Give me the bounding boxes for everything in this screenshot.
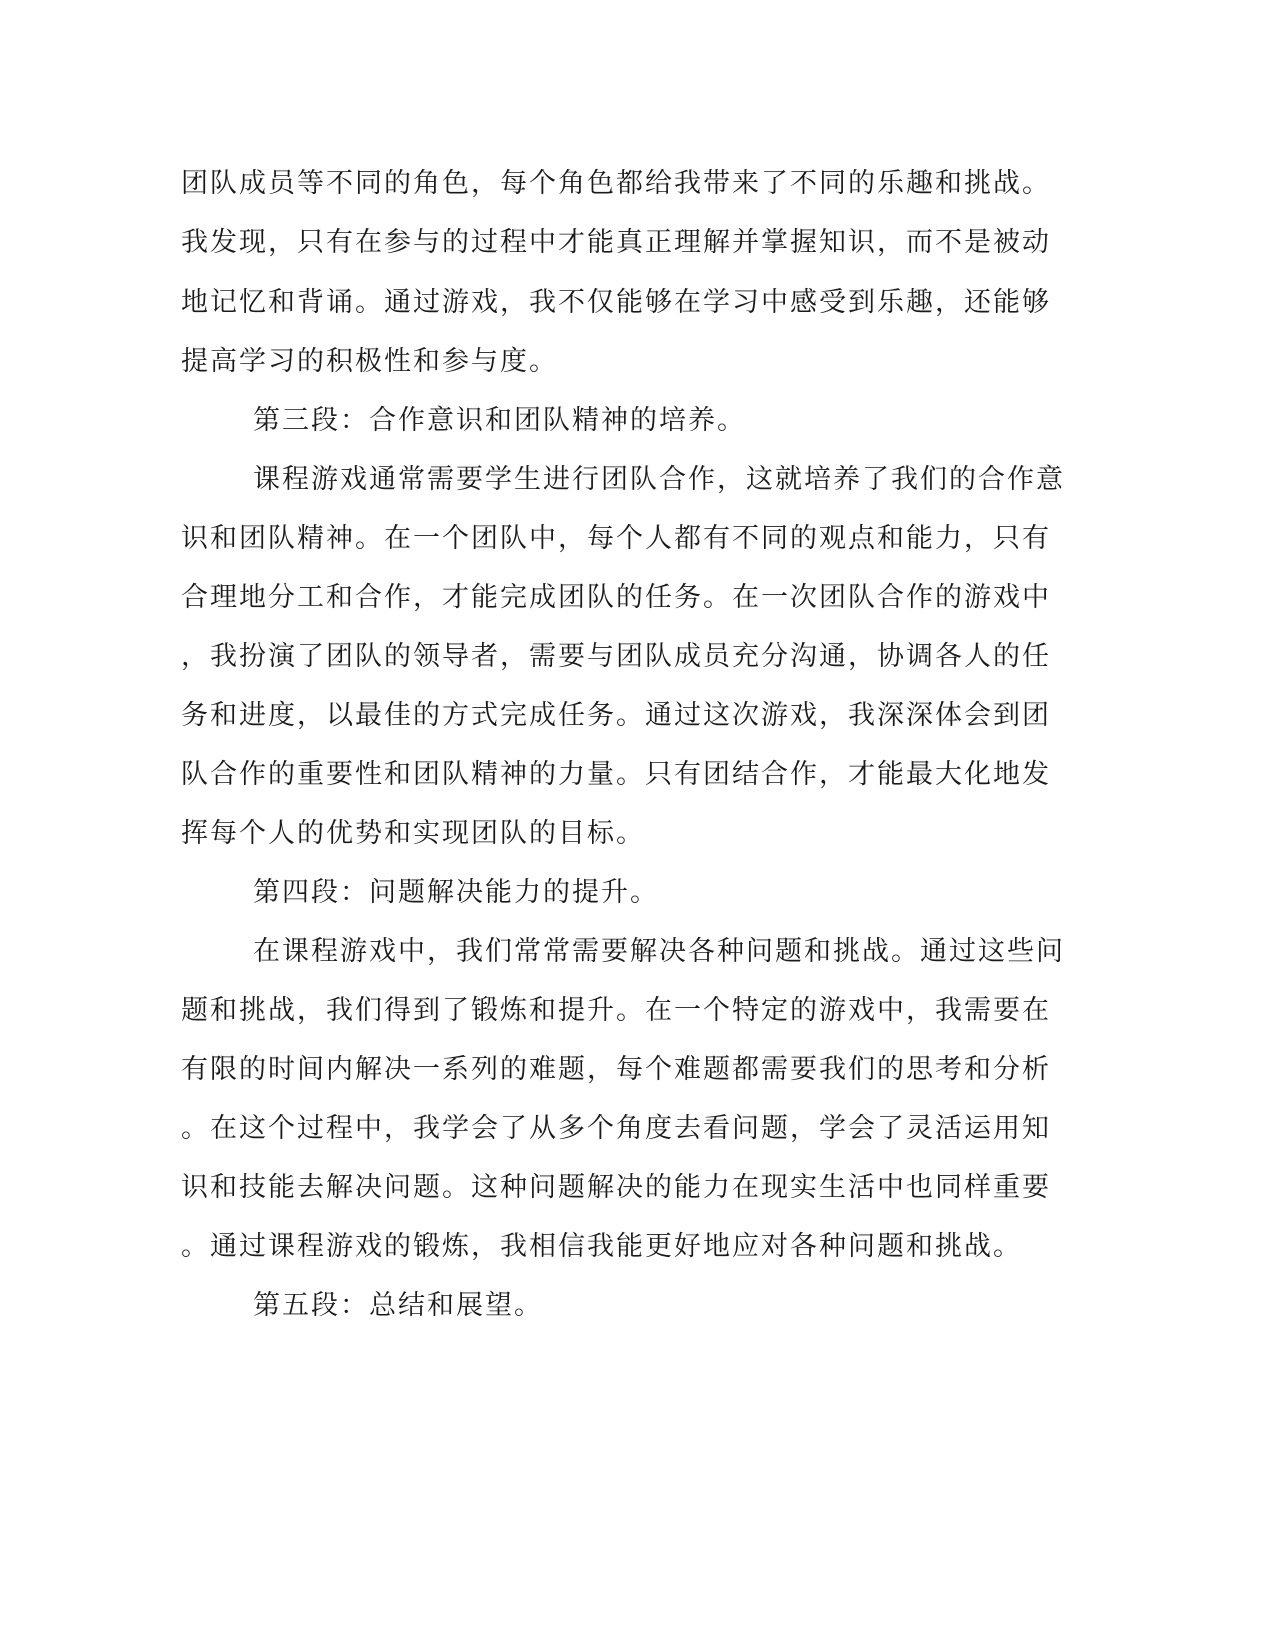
text-line: 。在这个过程中，我学会了从多个角度去看问题，学会了灵活运用知	[181, 1113, 1051, 1144]
text-line: 提高学习的积极性和参与度。	[181, 346, 558, 377]
text-line: 识和技能去解决问题。这种问题解决的能力在现实生活中也同样重要	[181, 1172, 1051, 1203]
text-line: 团队成员等不同的角色，每个角色都给我带来了不同的乐趣和挑战。	[181, 168, 1051, 199]
text-line: 课程游戏通常需要学生进行团队合作，这就培养了我们的合作意	[253, 464, 1065, 495]
text-line: 识和团队精神。在一个团队中，每个人都有不同的观点和能力，只有	[181, 523, 1051, 554]
text-line: ，我扮演了团队的领导者，需要与团队成员充分沟通，协调各人的任	[181, 641, 1051, 672]
section-heading-3: 第三段：合作意识和团队精神的培养。	[253, 405, 746, 436]
text-line: 务和进度，以最佳的方式完成任务。通过这次游戏，我深深体会到团	[181, 700, 1051, 731]
section-heading-5: 第五段：总结和展望。	[253, 1290, 543, 1321]
text-line: 队合作的重要性和团队精神的力量。只有团结合作，才能最大化地发	[181, 759, 1051, 790]
text-line: 地记忆和背诵。通过游戏，我不仅能够在学习中感受到乐趣，还能够	[181, 287, 1051, 318]
text-line: 合理地分工和合作，才能完成团队的任务。在一次团队合作的游戏中	[181, 582, 1051, 613]
text-line: 我发现，只有在参与的过程中才能真正理解并掌握知识，而不是被动	[181, 227, 1051, 258]
section-heading-4: 第四段：问题解决能力的提升。	[253, 877, 659, 908]
text-line: 。通过课程游戏的锻炼，我相信我能更好地应对各种问题和挑战。	[181, 1231, 1022, 1262]
text-line: 有限的时间内解决一系列的难题，每个难题都需要我们的思考和分析	[181, 1054, 1051, 1085]
text-line: 题和挑战，我们得到了锻炼和提升。在一个特定的游戏中，我需要在	[181, 995, 1051, 1026]
text-line: 挥每个人的优势和实现团队的目标。	[181, 818, 645, 849]
text-line: 在课程游戏中，我们常常需要解决各种问题和挑战。通过这些问	[253, 936, 1065, 967]
